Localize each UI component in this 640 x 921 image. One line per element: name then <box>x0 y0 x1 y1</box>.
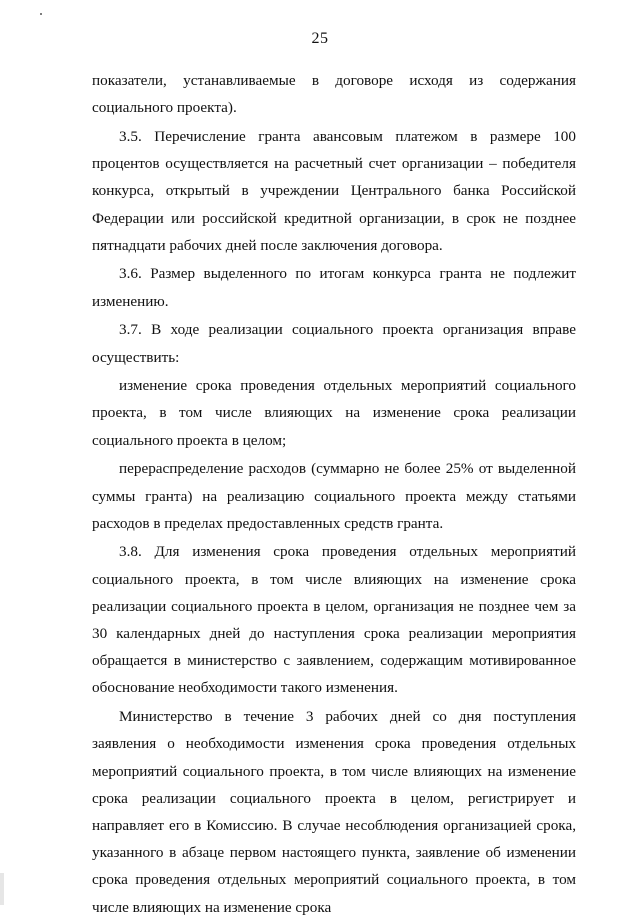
document-body <box>92 67 576 921</box>
scan-speck <box>40 13 42 15</box>
paragraph-3-8: 3.8. Для изменения срока проведения отдельных мероприятий социального проекта, в том числе влияющих на изменение срока реализации социального проекта в целом, организация не позднее чем за 30 календарных дней до наступления срока реализации мероприятия обращается в министерство с заявлением, содержащим мотивированное обоснование необходимости такого изменения. <box>92 543 576 697</box>
paragraph-3-7-item-2: перераспределение расходов (суммарно не более 25% от выделенной суммы гранта) на реализацию социального проекта между статьями расходов в пределах предоставленных средств гранта. <box>92 460 576 532</box>
paragraph-3-7-item-1: изменение срока проведения отдельных мероприятий социального проекта, в том числе влияющих на изменение срока реализации социального проекта в целом; <box>92 377 576 449</box>
page-number: 25 <box>311 30 329 47</box>
paragraph-continuation: показатели, устанавливаемые в договоре исходя из содержания социального проекта). <box>92 72 576 117</box>
paragraph-3-6: 3.6. Размер выделенного по итогам конкурса гранта не подлежит изменению. <box>92 265 576 310</box>
paragraph-3-7: 3.7. В ходе реализации социального проекта организация вправе осуществить: <box>92 321 576 366</box>
paragraph-3-5: 3.5. Перечисление гранта авансовым платежом в размере 100 процентов осуществляется на расчетный счет организации – победителя конкурса, открытый в учреждении Центрального банка Российской Федерации или российской кредитной организации, в срок не позднее пятнадцати рабочих дней после заключения договора. <box>92 127 576 254</box>
scan-edge-shadow <box>0 873 4 905</box>
paragraph-3-8-continued: Министерство в течение 3 рабочих дней со дня поступления заявления о необходимости изменения срока проведения отдельных мероприятий социального проекта, в том числе влияющих на изменение срока реализации социального проекта в целом, регистрирует и направляет его в Комиссию. В случае несоблюдения организацией срока, указанного в абзаце первом настоящего пункта, заявление об изменении срока проведения отдельных мероприятий социального проекта, в том числе влияющих на изменение срока <box>92 708 576 916</box>
